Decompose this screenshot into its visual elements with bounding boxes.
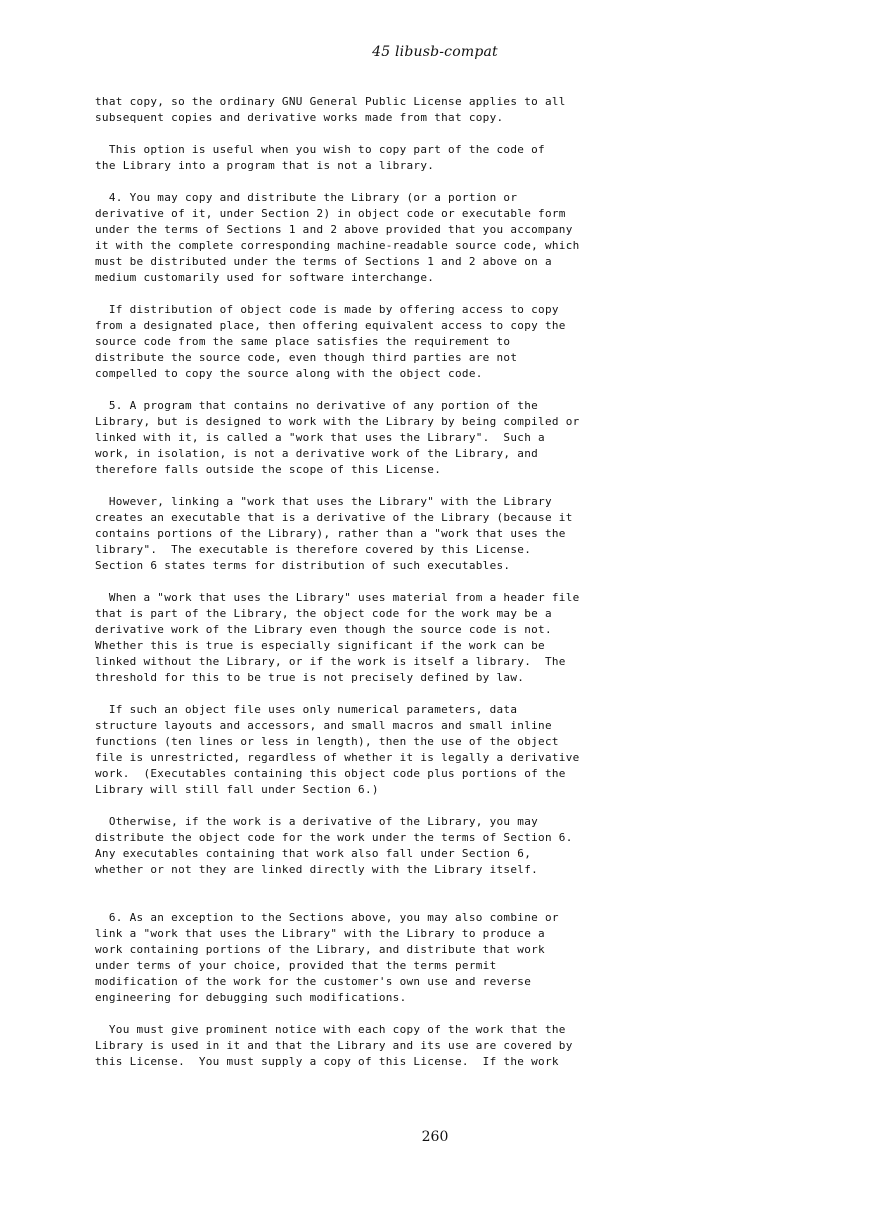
text-line: derivative work of the Library even though the source code is not. bbox=[95, 623, 552, 636]
paragraph bbox=[95, 1022, 795, 1070]
text-line: If such an object file uses only numerical parameters, data bbox=[95, 703, 518, 716]
text-line: therefore falls outside the scope of this License. bbox=[95, 463, 442, 476]
text-line: This option is useful when you wish to copy part of the code of bbox=[95, 143, 545, 156]
text-line: When a "work that uses the Library" uses material from a header file bbox=[95, 591, 580, 604]
paragraph bbox=[95, 702, 795, 798]
text-line: work containing portions of the Library, and distribute that work bbox=[95, 943, 545, 956]
paragraph bbox=[95, 494, 795, 574]
text-line: file is unrestricted, regardless of whether it is legally a derivative bbox=[95, 751, 580, 764]
text-line: Section 6 states terms for distribution of such executables. bbox=[95, 559, 511, 572]
text-line: functions (ten lines or less in length), then the use of the object bbox=[95, 735, 559, 748]
text-line: However, linking a "work that uses the Library" with the Library bbox=[95, 495, 552, 508]
text-line: link a "work that uses the Library" with the Library to produce a bbox=[95, 927, 545, 940]
text-line: Library is used in it and that the Library and its use are covered by bbox=[95, 1039, 573, 1052]
text-line: threshold for this to be true is not precisely defined by law. bbox=[95, 671, 525, 684]
text-line: that copy, so the ordinary GNU General Public License applies to all bbox=[95, 95, 566, 108]
paragraph bbox=[95, 142, 795, 174]
text-line: linked with it, is called a "work that uses the Library". Such a bbox=[95, 431, 545, 444]
text-line: distribute the object code for the work under the terms of Section 6. bbox=[95, 831, 573, 844]
text-line: it with the complete corresponding machine-readable source code, which bbox=[95, 239, 580, 252]
text-line: linked without the Library, or if the work is itself a library. The bbox=[95, 655, 566, 668]
paragraph bbox=[95, 94, 795, 126]
text-line: creates an executable that is a derivative of the Library (because it bbox=[95, 511, 573, 524]
text-line: If distribution of object code is made by offering access to copy bbox=[95, 303, 559, 316]
paragraph bbox=[95, 398, 795, 478]
text-line: work, in isolation, is not a derivative work of the Library, and bbox=[95, 447, 539, 460]
text-line: whether or not they are linked directly with the Library itself. bbox=[95, 863, 539, 876]
text-line: from a designated place, then offering equivalent access to copy the bbox=[95, 319, 566, 332]
text-line: compelled to copy the source along with the object code. bbox=[95, 367, 483, 380]
text-line: medium customarily used for software interchange. bbox=[95, 271, 435, 284]
text-line: this License. You must supply a copy of this License. If the work bbox=[95, 1055, 559, 1068]
text-line: contains portions of the Library), rather than a "work that uses the bbox=[95, 527, 566, 540]
text-line: the Library into a program that is not a library. bbox=[95, 159, 435, 172]
text-line: Whether this is true is especially significant if the work can be bbox=[95, 639, 545, 652]
text-line: Library will still fall under Section 6.) bbox=[95, 783, 379, 796]
text-line: Any executables containing that work also fall under Section 6, bbox=[95, 847, 532, 860]
license-text-body bbox=[95, 94, 795, 1086]
text-line: Library, but is designed to work with the Library by being compiled or bbox=[95, 415, 580, 428]
paragraph bbox=[95, 910, 795, 1006]
text-line: under the terms of Sections 1 and 2 above provided that you accompany bbox=[95, 223, 573, 236]
text-line: source code from the same place satisfies the requirement to bbox=[95, 335, 511, 348]
paragraph bbox=[95, 814, 795, 878]
text-line: modification of the work for the customer's own use and reverse bbox=[95, 975, 532, 988]
paragraph bbox=[95, 590, 795, 686]
text-line: derivative of it, under Section 2) in object code or executable form bbox=[95, 207, 566, 220]
text-line: subsequent copies and derivative works made from that copy. bbox=[95, 111, 504, 124]
text-line: 5. A program that contains no derivative of any portion of the bbox=[95, 399, 539, 412]
text-line: that is part of the Library, the object code for the work may be a bbox=[95, 607, 552, 620]
text-line: Otherwise, if the work is a derivative of the Library, you may bbox=[95, 815, 539, 828]
text-line: engineering for debugging such modifications. bbox=[95, 991, 407, 1004]
text-line: distribute the source code, even though third parties are not bbox=[95, 351, 518, 364]
text-line: 4. You may copy and distribute the Library (or a portion or bbox=[95, 191, 518, 204]
text-line: work. (Executables containing this object code plus portions of the bbox=[95, 767, 566, 780]
paragraph bbox=[95, 190, 795, 286]
text-line: under terms of your choice, provided that the terms permit bbox=[95, 959, 497, 972]
text-line: must be distributed under the terms of Sections 1 and 2 above on a bbox=[95, 255, 552, 268]
text-line: You must give prominent notice with each copy of the work that the bbox=[95, 1023, 566, 1036]
paragraph bbox=[95, 302, 795, 382]
text-line: library". The executable is therefore covered by this License. bbox=[95, 543, 532, 556]
text-line: structure layouts and accessors, and small macros and small inline bbox=[95, 719, 552, 732]
page-number: 260 bbox=[421, 1129, 449, 1145]
page-header: 45 libusb-compat bbox=[372, 44, 498, 60]
text-line: 6. As an exception to the Sections above, you may also combine or bbox=[95, 911, 559, 924]
